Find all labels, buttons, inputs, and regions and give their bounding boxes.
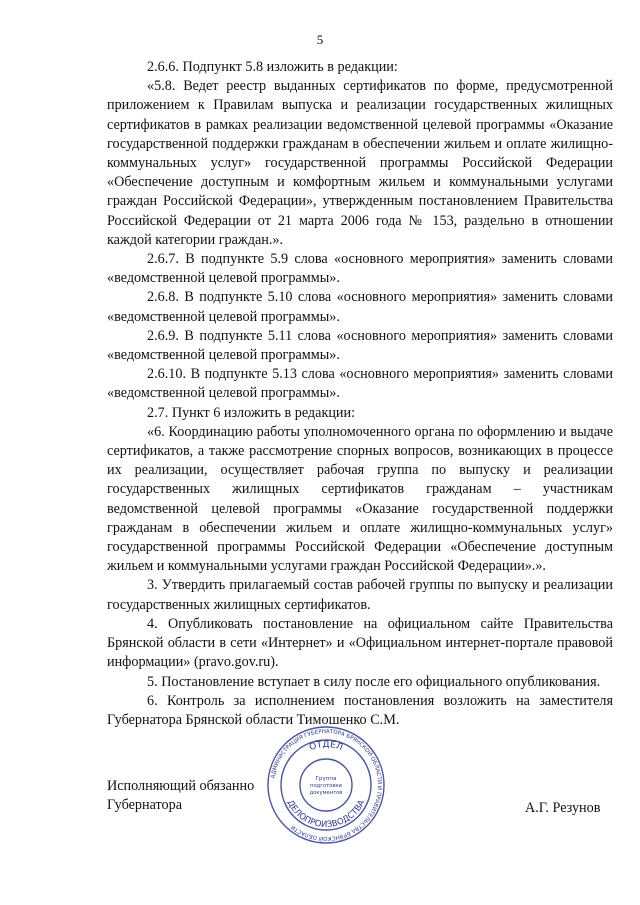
paragraph: 2.6.7. В подпункте 5.9 слова «основного мероприятия» заменить словами «ведомственной целевой программы». — [107, 251, 613, 287]
paragraph: 2.7. Пункт 6 изложить в редакции: — [147, 404, 356, 421]
stamp-outer-text: АДМИНИСТРАЦИЯ ГУБЕРНАТОРА БРЯНСКОЙ ОБЛАСТИ И ПРАВИТЕЛЬСТВА БРЯНСКОЙ ОБЛАСТИ — [270, 728, 383, 842]
stamp-center-line2: подготовки — [310, 783, 342, 789]
signature-position-line1: Исполняющий обязанно — [107, 778, 255, 794]
stamp-dept-top: ОТДЕЛ — [308, 739, 344, 754]
signature-position-line2: Губернатора — [107, 797, 183, 814]
paragraph: 2.6.9. В подпункте 5.11 слова «основного мероприятия» заменить словами «ведомственной целевой программы». — [107, 327, 613, 364]
stamp-dept-bottom: ДЕЛОПРОИЗВОДСТВА — [284, 798, 368, 831]
paragraph: 6. Контроль за исполнением постановления возложить на заместителя Губернатора Брянской области Тимошенко С.М. — [107, 692, 613, 728]
paragraph: 3. Утвердить прилагаемый состав рабочей группы по выпуску и реализации государственных жилищных сертификатов. — [107, 577, 613, 613]
stamp-center-line1: Группа — [315, 776, 337, 782]
paragraph: «5.8. Ведет реестр выданных сертификатов по форме, предусмотренной приложением к Правилам выпуска и реализации государственных жилищных сертификатов в рамках реализации ведомственной целевой программы «Оказание государственной поддержки гражданам в обеспечении жильем и оплате жилищно-коммунальных услуг» государственной программы Российской Федерации «Обеспечение доступным и комфортным жильем и коммунальными услугами граждан Российской Федерации», утвержденным постановлением Правительства Российской Федерации от 21 марта 2006 года № 153, раздельно в отношении каждой категории граждан.». — [107, 78, 613, 248]
signature-position — [107, 777, 254, 815]
paragraph: 4. Опубликовать постановление на официальном сайте Правительства Брянской области в сети «Интернет» и «Официальном интернет-портале правовой информации» (pravo.gov.ru). — [107, 615, 613, 671]
paragraph: 5. Постановление вступает в силу после его официального опубликования. — [147, 673, 601, 690]
paragraph: 2.6.10. В подпункте 5.13 слова «основного мероприятия» заменить словами «ведомственной целевой программы». — [107, 366, 613, 402]
document-body — [107, 58, 613, 730]
paragraph: «6. Координацию работы уполномоченного органа по оформлению и выдаче сертификатов, а также рассмотрение спорных вопросов, возникающих в процессе их реализации, осуществляет рабочая группа по выпуску и реализации государственных жилищных сертификатов гражданам – участникам ведомственной целевой программы «Оказание государственной поддержки гражданам в обеспечении жильем и оплате жилищно-коммунальных услуг» государственной программы Российской Федерации «Обеспечение доступным жильем и коммунальными услугами граждан Российской Федерации».». — [107, 423, 613, 575]
paragraph: 2.6.8. В подпункте 5.10 слова «основного мероприятия» заменить словами «ведомственной целевой программы». — [107, 289, 613, 325]
page-number: 5 — [316, 32, 324, 47]
stamp-center-line3: документов — [309, 790, 343, 796]
official-stamp — [266, 725, 386, 845]
signature-name: А.Г. Резунов — [525, 800, 601, 816]
paragraph: 2.6.6. Подпункт 5.8 изложить в редакции: — [147, 59, 398, 75]
